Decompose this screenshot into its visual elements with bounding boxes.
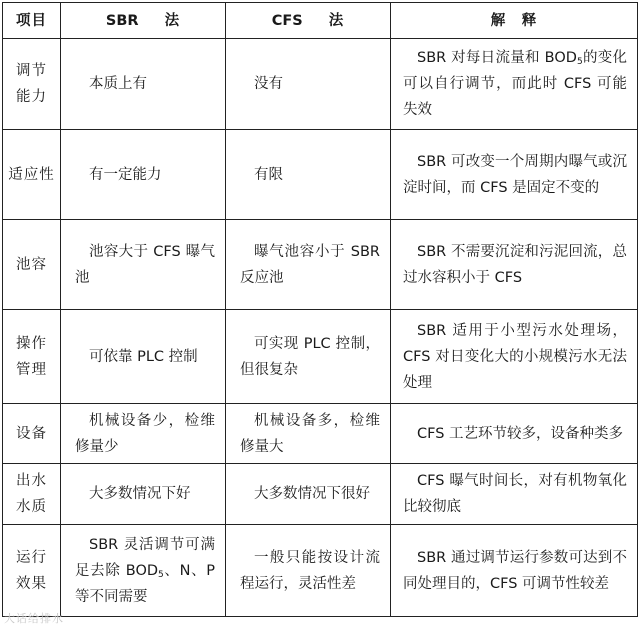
- row-sbr: 可依靠 PLC 控制: [61, 310, 226, 404]
- header-item: 项目: [3, 3, 61, 39]
- header-cfs-main: CFS: [271, 12, 303, 29]
- row-cfs: 一般只能按设计流程运行，灵活性差: [226, 525, 391, 617]
- row-item-line: 出水: [16, 473, 47, 489]
- row-sbr: 池容大于 CFS 曝气池: [61, 220, 226, 310]
- row-item: [3, 39, 61, 130]
- header-cfs-tail: 法: [328, 12, 345, 29]
- row-explain: SBR 通过调节运行参数可达到不同处理目的，CFS 可调节性较差: [391, 525, 638, 617]
- row-item: [3, 525, 61, 617]
- header-row: [3, 3, 638, 39]
- sbr-pre: SBR 灵活调节可满足去除 BOD: [75, 536, 215, 579]
- explain-post: 的变化可以自行调节，而此时 CFS 可能失效: [403, 50, 628, 118]
- row-item-line: 管理: [16, 361, 47, 378]
- row-sbr: 大多数情况下好: [61, 464, 226, 525]
- table-row: [3, 464, 638, 525]
- row-item-line: 调节: [16, 63, 47, 79]
- table-row: [3, 404, 638, 464]
- explain-sub: 5: [576, 57, 583, 67]
- row-item: 适应性: [3, 130, 61, 220]
- table-row: [3, 310, 638, 404]
- row-item-line: 操作: [16, 335, 47, 352]
- row-item: [3, 310, 61, 404]
- row-item: [3, 464, 61, 525]
- header-sbr-tail: 法: [164, 12, 181, 29]
- row-item-line: 运行: [16, 549, 47, 566]
- table-row: [3, 525, 638, 617]
- row-explain: SBR 适用于小型污水处理场，CFS 对日变化大的小规模污水无法处理: [391, 310, 638, 404]
- watermark: 大话给排水: [4, 612, 64, 625]
- row-sbr: 有一定能力: [61, 130, 226, 220]
- row-cfs: 没有: [226, 39, 391, 130]
- header-cfs: [226, 3, 391, 39]
- header-sbr: [61, 3, 226, 39]
- row-item-line: 能力: [16, 89, 47, 105]
- header-explain: 解 释: [391, 3, 638, 39]
- row-sbr: 本质上有: [61, 39, 226, 130]
- row-item-line: 效果: [16, 575, 47, 592]
- row-cfs: 机械设备多，检维修量大: [226, 404, 391, 464]
- row-explain: [391, 39, 638, 130]
- table-row: [3, 39, 638, 130]
- sbr-post: 、N、P 等不同需要: [75, 562, 215, 605]
- row-explain: SBR 可改变一个周期内曝气或沉淀时间，而 CFS 是固定不变的: [391, 130, 638, 220]
- row-sbr: 机械设备少，检维修量少: [61, 404, 226, 464]
- row-sbr: [61, 525, 226, 617]
- row-explain: CFS 工艺环节较多，设备种类多: [391, 404, 638, 464]
- row-item-line: 水质: [16, 499, 47, 515]
- row-cfs: 大多数情况下很好: [226, 464, 391, 525]
- sbr-sub: 5: [158, 569, 164, 580]
- row-cfs: 可实现 PLC 控制，但很复杂: [226, 310, 391, 404]
- row-item: 池容: [3, 220, 61, 310]
- row-explain: SBR 不需要沉淀和污泥回流，总过水容积小于 CFS: [391, 220, 638, 310]
- table-row: [3, 130, 638, 220]
- row-item: 设备: [3, 404, 61, 464]
- table-row: [3, 220, 638, 310]
- comparison-table: [2, 2, 638, 617]
- header-sbr-main: SBR: [105, 12, 139, 29]
- explain-pre: SBR 对每日流量和 BOD: [417, 50, 577, 66]
- row-cfs: 曝气池容小于 SBR 反应池: [226, 220, 391, 310]
- row-explain: CFS 曝气时间长，对有机物氧化比较彻底: [391, 464, 638, 525]
- row-cfs: 有限: [226, 130, 391, 220]
